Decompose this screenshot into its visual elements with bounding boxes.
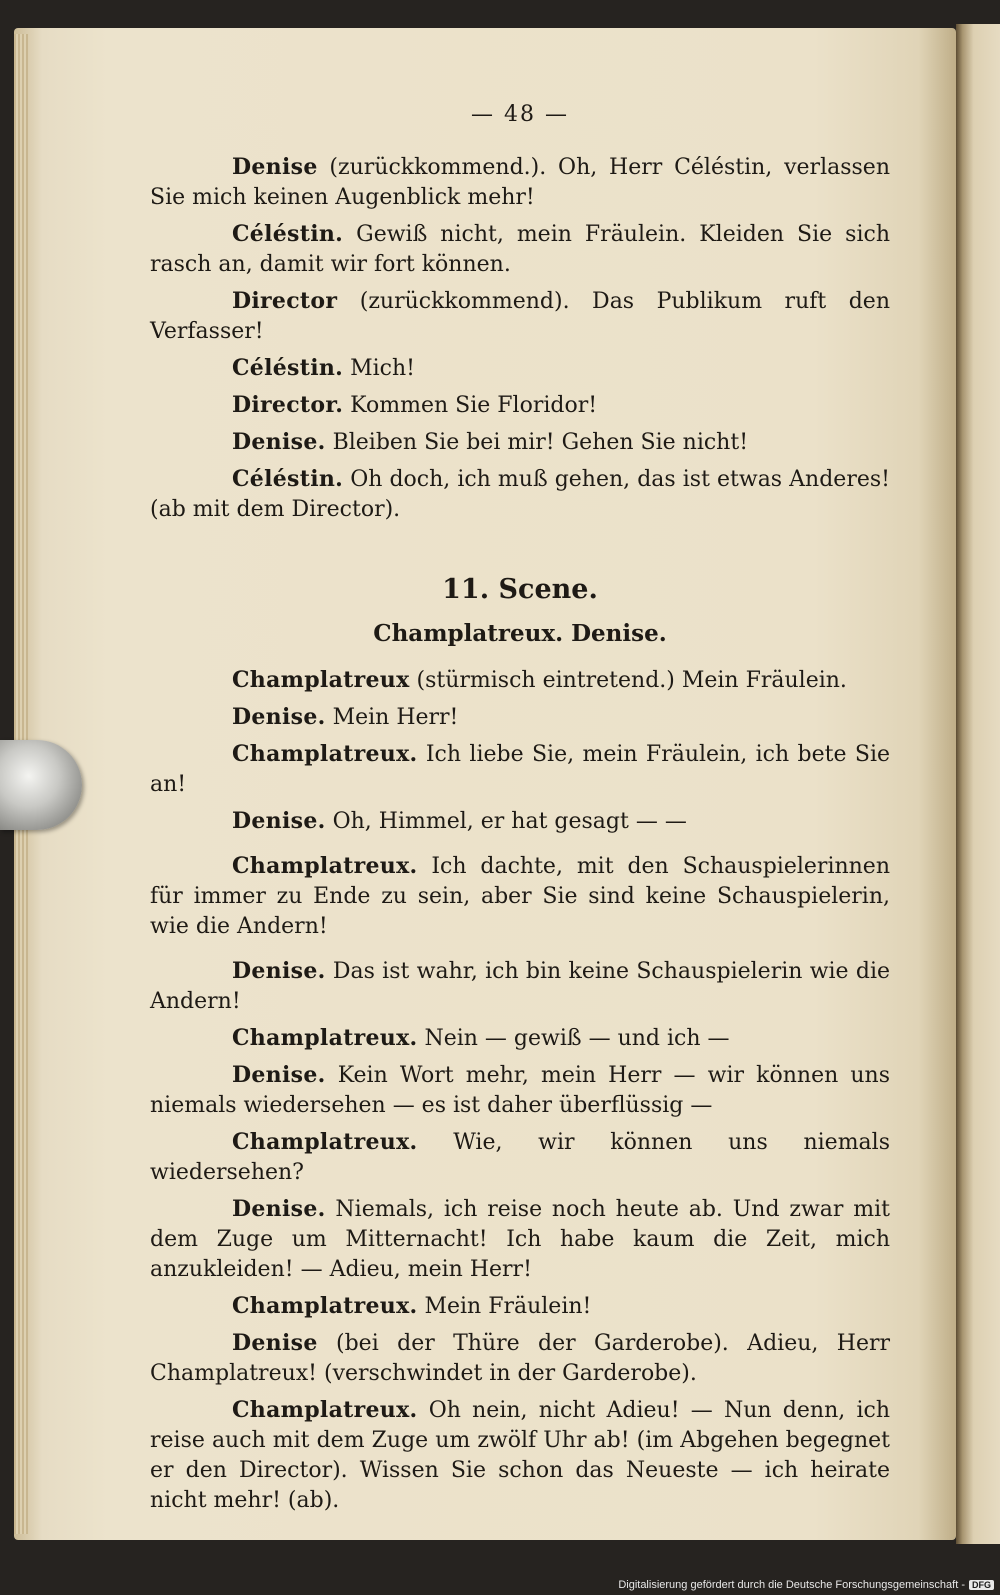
- dialogue-paragraph: [150, 702, 890, 733]
- page-text: [150, 100, 890, 1522]
- dialogue-paragraph: [150, 1127, 890, 1188]
- dialogue-paragraph: [150, 806, 890, 837]
- speaker-name: Céléstin.: [232, 221, 344, 247]
- dialogue-paragraph: [150, 665, 890, 696]
- speaker-name: Champlatreux: [232, 667, 410, 693]
- speaker-name: Director.: [232, 392, 344, 418]
- dialogue-text: Oh, Himmel, er hat gesagt — —: [325, 809, 687, 834]
- dialogue-text: Oh doch, ich muß gehen, das ist etwas Anderes! (ab mit dem Director).: [150, 467, 890, 522]
- speaker-name: Champlatreux.: [232, 1025, 418, 1051]
- dialogue-paragraph: [150, 1023, 890, 1054]
- dialogue-text: Wie, wir können uns niemals wiedersehen?: [150, 1130, 890, 1185]
- next-page-edge: [956, 24, 1000, 1544]
- speaker-name: Denise.: [232, 1062, 326, 1088]
- speaker-name: Champlatreux.: [232, 1129, 418, 1155]
- speaker-name: Denise: [232, 154, 318, 180]
- dialogue-paragraph: [150, 1291, 890, 1322]
- dialogue-text: Nein — gewiß — und ich —: [417, 1026, 730, 1051]
- speaker-name: Denise: [232, 1330, 318, 1356]
- speaker-name: Champlatreux.: [232, 1397, 418, 1423]
- dialogue-text: Bleiben Sie bei mir! Gehen Sie nicht!: [325, 430, 749, 455]
- speaker-name: Director: [232, 288, 338, 314]
- speaker-name: Céléstin.: [232, 466, 344, 492]
- dialogue-paragraph: [150, 956, 890, 1017]
- speaker-name: Denise.: [232, 808, 326, 834]
- dialogue-paragraph: [150, 1328, 890, 1389]
- speaker-name: Céléstin.: [232, 355, 344, 381]
- dialogue-text: Niemals, ich reise noch heute ab. Und zwar mit dem Zuge um Mitternacht! Ich habe kaum die Zeit, mich anzukleiden! — Adieu, mein Herr!: [150, 1197, 890, 1282]
- scene-title: 11. Scene.: [442, 574, 598, 605]
- dialogue-block-scene-11: [150, 665, 890, 1516]
- dialogue-paragraph: [150, 427, 890, 458]
- dialogue-paragraph: [150, 851, 890, 942]
- dialogue-paragraph: [150, 1194, 890, 1285]
- speaker-name: Denise.: [232, 429, 326, 455]
- dialogue-text: Kommen Sie Floridor!: [343, 393, 598, 418]
- dialogue-text: Das ist wahr, ich bin keine Schauspielerin wie die Andern!: [150, 959, 890, 1014]
- dialogue-paragraph: [150, 464, 890, 525]
- speaker-name: Denise.: [232, 1196, 326, 1222]
- speaker-name: Champlatreux.: [232, 741, 418, 767]
- scene-characters: Champlatreux. Denise.: [373, 620, 667, 647]
- speaker-name: Champlatreux.: [232, 853, 418, 879]
- dialogue-paragraph: [150, 152, 890, 213]
- dialogue-paragraph: [150, 219, 890, 280]
- footer: [618, 1579, 994, 1591]
- speaker-name: Denise.: [232, 958, 326, 984]
- dialogue-text: (zurückkommend). Das Publikum ruft den Verfasser!: [150, 289, 890, 344]
- dialogue-paragraph: [150, 390, 890, 421]
- dialogue-text: Mein Herr!: [325, 705, 459, 730]
- dialogue-text: (stürmisch eintretend.) Mein Fräulein.: [409, 668, 847, 693]
- speaker-name: Denise.: [232, 704, 326, 730]
- dialogue-text: Oh nein, nicht Adieu! — Nun denn, ich reise auch mit dem Zuge um zwölf Uhr ab! (im Abgehen begegnet er den Director). Wissen Sie schon das Neueste — ich heirate nicht mehr! (ab).: [150, 1398, 890, 1513]
- dialogue-text: (bei der Thüre der Garderobe). Adieu, Herr Champlatreux! (verschwindet in der Garderobe).: [150, 1331, 890, 1386]
- dialogue-text: Ich liebe Sie, mein Fräulein, ich bete Sie an!: [150, 742, 890, 797]
- dialogue-text: (zurückkommend.). Oh, Herr Céléstin, verlassen Sie mich keinen Augenblick mehr!: [150, 155, 890, 210]
- page-number: — 48 —: [471, 102, 569, 127]
- dialogue-block-before-scene: [150, 152, 890, 525]
- speaker-name: Champlatreux.: [232, 1293, 418, 1319]
- dialogue-text: Kein Wort mehr, mein Herr — wir können uns niemals wiedersehen — es ist daher überflüssig —: [150, 1063, 890, 1118]
- dialogue-paragraph: [150, 353, 890, 384]
- dialogue-text: Mein Fräulein!: [417, 1294, 592, 1319]
- dialogue-text: Mich!: [343, 356, 416, 381]
- dialogue-paragraph: [150, 286, 890, 347]
- dialogue-text: Ich dachte, mit den Schauspielerinnen für immer zu Ende zu sein, aber Sie sind keine Schauspielerin, wie die Andern!: [150, 854, 890, 939]
- dialogue-text: Gewiß nicht, mein Fräulein. Kleiden Sie sich rasch an, damit wir fort können.: [150, 222, 890, 277]
- dialogue-paragraph: [150, 1060, 890, 1121]
- footer-credit: Digitalisierung gefördert durch die Deutsche Forschungsgemeinschaft -: [618, 1579, 965, 1591]
- dialogue-paragraph: [150, 739, 890, 800]
- dfg-logo: DFG: [969, 1580, 994, 1590]
- dialogue-paragraph: [150, 1395, 890, 1516]
